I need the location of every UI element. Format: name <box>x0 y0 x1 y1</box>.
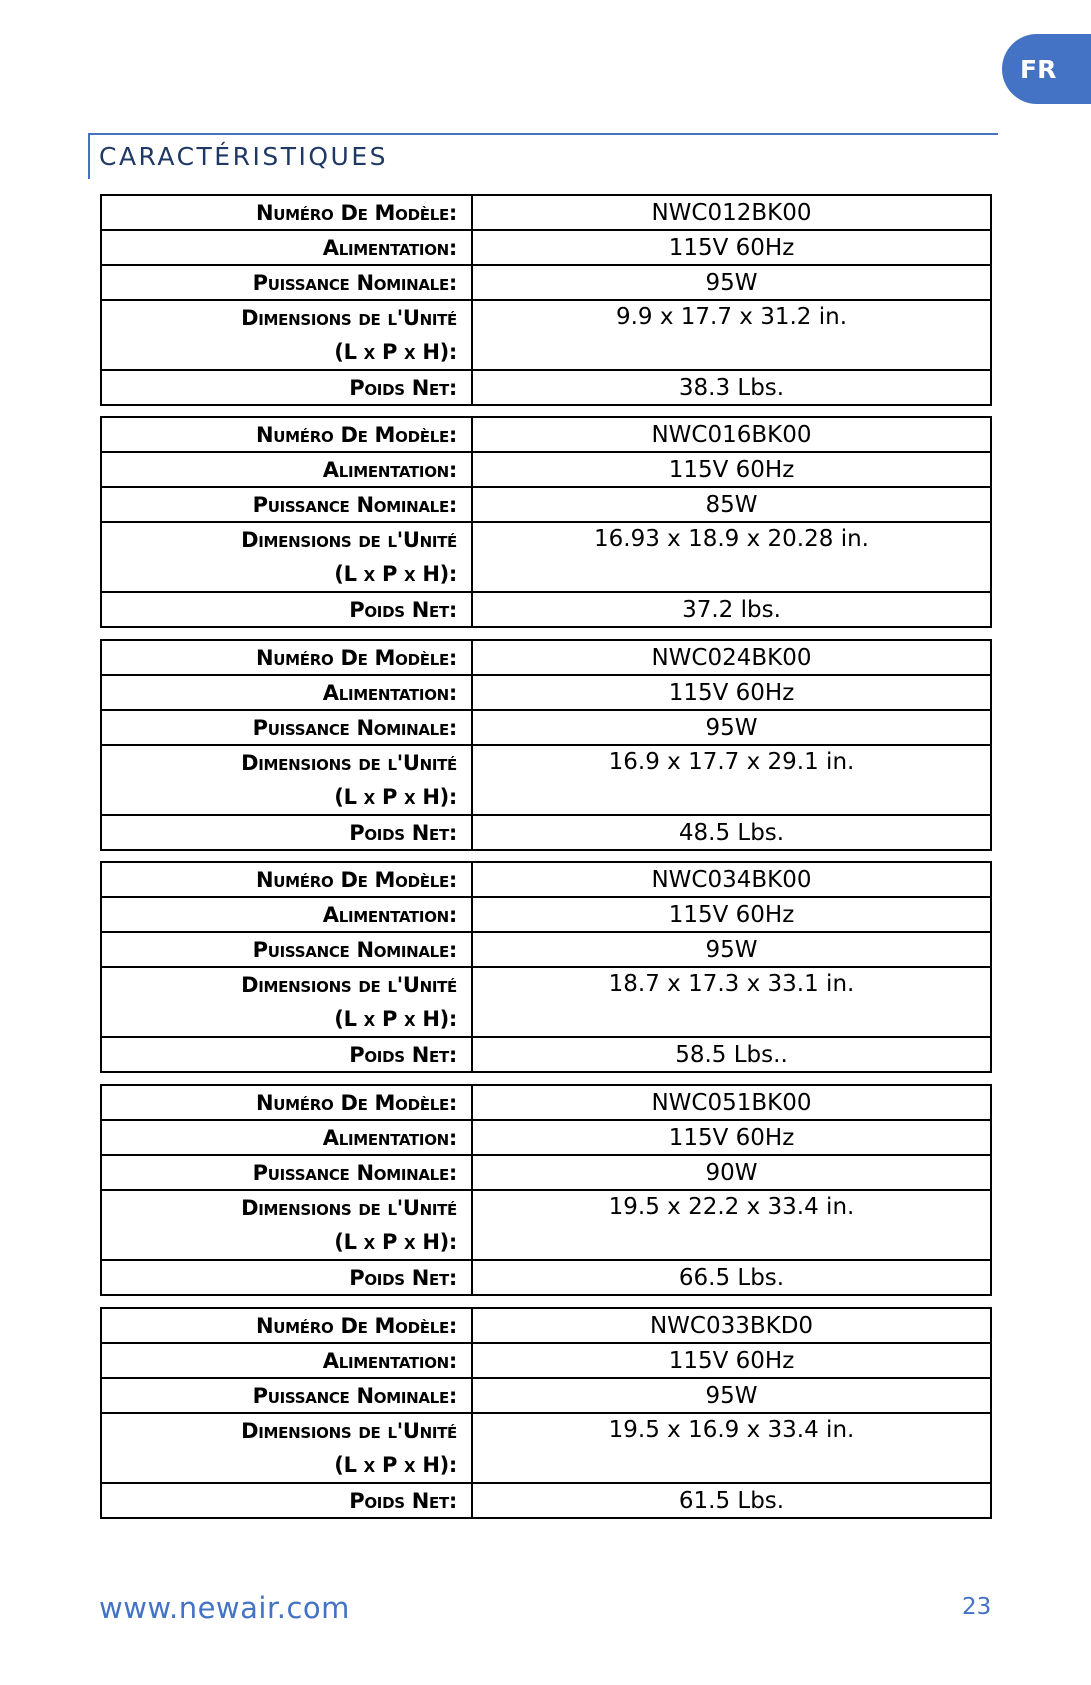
spec-table <box>100 1084 992 1296</box>
weight-value: 66.5 Lbs. <box>472 1260 991 1295</box>
model-value: NWC034BK00 <box>472 862 991 897</box>
model-label: Numéro De Modèle: <box>101 1085 472 1120</box>
weight-label: Poids Net: <box>101 1260 472 1295</box>
dims-value: 16.93 x 18.9 x 20.28 in. <box>472 522 991 592</box>
power-row <box>101 1343 991 1378</box>
dims-row <box>101 1190 991 1260</box>
model-label: Numéro De Modèle: <box>101 862 472 897</box>
dims-label-line1: Dimensions de l'Unité <box>241 306 457 330</box>
weight-row <box>101 370 991 405</box>
weight-row <box>101 592 991 627</box>
language-tab: FR <box>1002 34 1091 104</box>
weight-value: 48.5 Lbs. <box>472 815 991 850</box>
rated-row <box>101 932 991 967</box>
power-label: Alimentation: <box>101 1343 472 1378</box>
dims-row <box>101 1413 991 1483</box>
rated-value: 95W <box>472 710 991 745</box>
section-rule <box>88 133 998 135</box>
weight-label: Poids Net: <box>101 1483 472 1518</box>
power-value: 115V 60Hz <box>472 897 991 932</box>
model-row <box>101 1308 991 1343</box>
power-value: 115V 60Hz <box>472 1343 991 1378</box>
weight-row <box>101 815 991 850</box>
weight-row <box>101 1037 991 1072</box>
model-value: NWC033BKD0 <box>472 1308 991 1343</box>
rated-row <box>101 710 991 745</box>
dims-label-line2: (L x P x H): <box>334 1230 457 1254</box>
model-value: NWC051BK00 <box>472 1085 991 1120</box>
model-label: Numéro De Modèle: <box>101 195 472 230</box>
model-value: NWC012BK00 <box>472 195 991 230</box>
dims-label-line2: (L x P x H): <box>334 562 457 586</box>
rated-label: Puissance Nominale: <box>101 265 472 300</box>
dims-label-line2: (L x P x H): <box>334 340 457 364</box>
model-row <box>101 640 991 675</box>
dims-label-line1: Dimensions de l'Unité <box>241 1196 457 1220</box>
page-number: 23 <box>962 1594 992 1620</box>
power-label: Alimentation: <box>101 1120 472 1155</box>
rated-label: Puissance Nominale: <box>101 710 472 745</box>
power-label: Alimentation: <box>101 897 472 932</box>
rated-row <box>101 1155 991 1190</box>
model-label: Numéro De Modèle: <box>101 1308 472 1343</box>
rated-value: 90W <box>472 1155 991 1190</box>
dims-label <box>101 745 472 815</box>
power-row <box>101 1120 991 1155</box>
rated-row <box>101 1378 991 1413</box>
rated-value: 95W <box>472 1378 991 1413</box>
dims-label-line1: Dimensions de l'Unité <box>241 528 457 552</box>
dims-value: 9.9 x 17.7 x 31.2 in. <box>472 300 991 370</box>
dims-value: 16.9 x 17.7 x 29.1 in. <box>472 745 991 815</box>
dims-label <box>101 300 472 370</box>
power-label: Alimentation: <box>101 675 472 710</box>
weight-label: Poids Net: <box>101 370 472 405</box>
weight-label: Poids Net: <box>101 592 472 627</box>
section-title: CARACTÉRISTIQUES <box>99 142 388 171</box>
spec-table <box>100 194 992 406</box>
power-label: Alimentation: <box>101 230 472 265</box>
spec-table <box>100 639 992 851</box>
dims-label-line2: (L x P x H): <box>334 785 457 809</box>
weight-value: 61.5 Lbs. <box>472 1483 991 1518</box>
power-label: Alimentation: <box>101 452 472 487</box>
model-row <box>101 417 991 452</box>
dims-label-line2: (L x P x H): <box>334 1007 457 1031</box>
rated-row <box>101 487 991 522</box>
model-row <box>101 1085 991 1120</box>
weight-row <box>101 1260 991 1295</box>
model-label: Numéro De Modèle: <box>101 640 472 675</box>
dims-label <box>101 1190 472 1260</box>
rated-label: Puissance Nominale: <box>101 487 472 522</box>
weight-value: 58.5 Lbs.. <box>472 1037 991 1072</box>
rated-value: 95W <box>472 932 991 967</box>
dims-value: 19.5 x 16.9 x 33.4 in. <box>472 1413 991 1483</box>
rated-row <box>101 265 991 300</box>
rated-label: Puissance Nominale: <box>101 1378 472 1413</box>
rated-value: 85W <box>472 487 991 522</box>
dims-label <box>101 967 472 1037</box>
dims-label-line1: Dimensions de l'Unité <box>241 751 457 775</box>
weight-label: Poids Net: <box>101 1037 472 1072</box>
spec-table <box>100 416 992 628</box>
dims-label <box>101 522 472 592</box>
power-value: 115V 60Hz <box>472 452 991 487</box>
weight-row <box>101 1483 991 1518</box>
power-value: 115V 60Hz <box>472 1120 991 1155</box>
rated-value: 95W <box>472 265 991 300</box>
power-value: 115V 60Hz <box>472 230 991 265</box>
power-row <box>101 452 991 487</box>
dims-value: 18.7 x 17.3 x 33.1 in. <box>472 967 991 1037</box>
model-row <box>101 195 991 230</box>
dims-row <box>101 967 991 1037</box>
section-bar <box>88 133 90 179</box>
power-row <box>101 675 991 710</box>
dims-row <box>101 522 991 592</box>
dims-row <box>101 300 991 370</box>
rated-label: Puissance Nominale: <box>101 932 472 967</box>
power-value: 115V 60Hz <box>472 675 991 710</box>
power-row <box>101 230 991 265</box>
dims-label-line1: Dimensions de l'Unité <box>241 973 457 997</box>
dims-value: 19.5 x 22.2 x 33.4 in. <box>472 1190 991 1260</box>
rated-label: Puissance Nominale: <box>101 1155 472 1190</box>
spec-table <box>100 1307 992 1519</box>
dims-row <box>101 745 991 815</box>
model-label: Numéro De Modèle: <box>101 417 472 452</box>
model-value: NWC016BK00 <box>472 417 991 452</box>
weight-value: 38.3 Lbs. <box>472 370 991 405</box>
spec-table <box>100 861 992 1073</box>
dims-label-line2: (L x P x H): <box>334 1453 457 1477</box>
weight-value: 37.2 lbs. <box>472 592 991 627</box>
weight-label: Poids Net: <box>101 815 472 850</box>
model-value: NWC024BK00 <box>472 640 991 675</box>
model-row <box>101 862 991 897</box>
power-row <box>101 897 991 932</box>
dims-label <box>101 1413 472 1483</box>
footer-url[interactable]: www.newair.com <box>99 1591 350 1625</box>
dims-label-line1: Dimensions de l'Unité <box>241 1419 457 1443</box>
